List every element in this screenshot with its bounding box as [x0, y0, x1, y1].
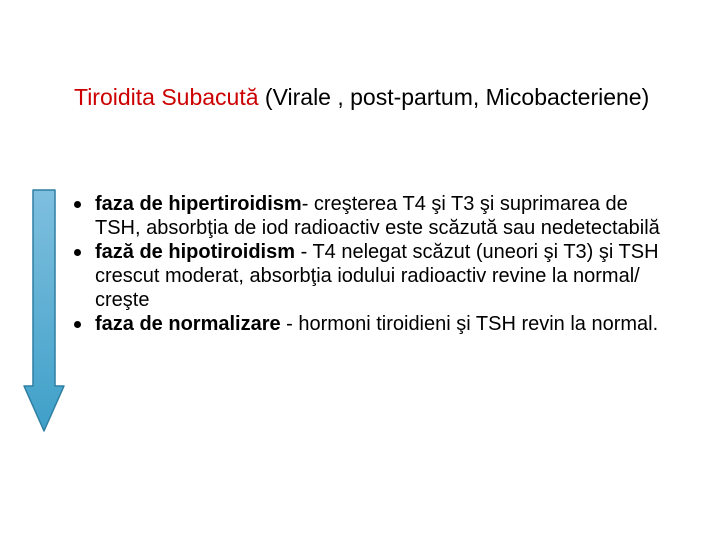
item-term: faza de hipertiroidism	[95, 193, 302, 215]
item-text: - hormoni tiroidieni şi TSH revin la normal.	[280, 313, 659, 335]
slide-title	[74, 82, 674, 112]
bullet-list	[74, 192, 674, 336]
bullet-dot	[74, 249, 81, 256]
list-item	[74, 192, 674, 240]
list-item	[74, 312, 674, 336]
list-item	[74, 240, 674, 312]
bullet-dot	[74, 321, 81, 328]
item-text: - T4 nelegat scăzut (uneori şi T3) şi TSH crescut moderat, absorbţia iodului radioactiv revine la normal/ creşte	[95, 241, 659, 311]
item-term: fază de hipotiroidism	[95, 241, 296, 263]
down-arrow-icon	[22, 188, 66, 433]
title-accent: Tiroidita Subacută	[74, 84, 259, 110]
title-rest: (Virale , post-partum, Micobacteriene)	[258, 84, 650, 110]
bullet-dot	[74, 201, 81, 208]
item-term: faza de normalizare	[95, 313, 281, 335]
item-text: - creşterea T4 şi T3 şi suprimarea de TSH, absorbţia de iod radioactiv este scăzută sau nedetectabilă	[95, 193, 660, 239]
